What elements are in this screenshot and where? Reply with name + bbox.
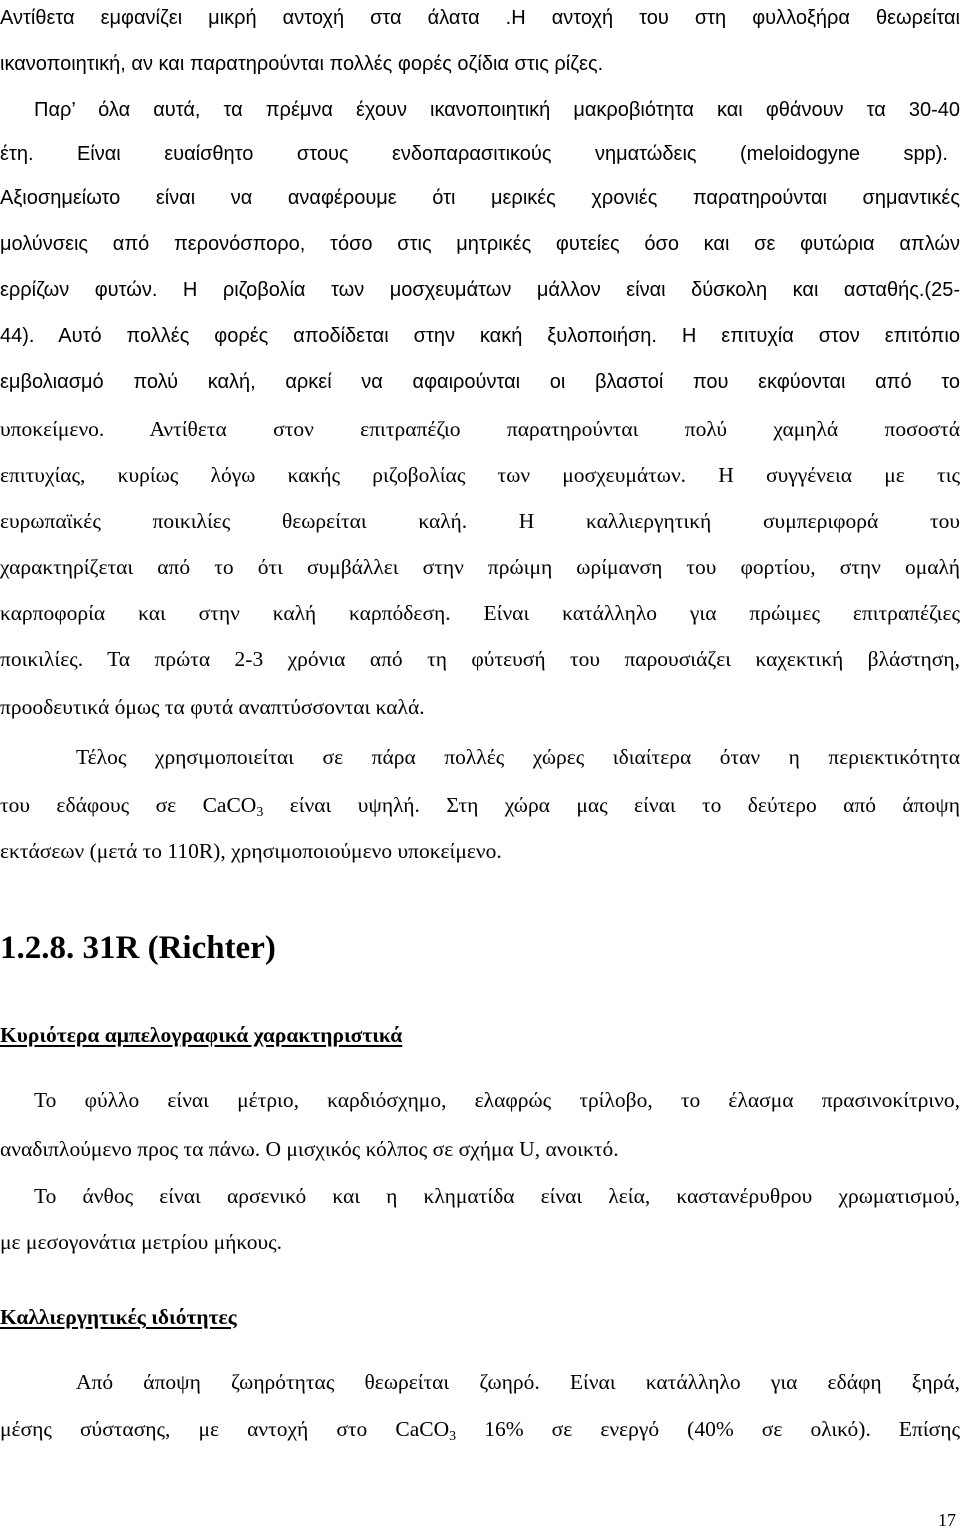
- text-line: Αξιοσημείωτο είναι να αναφέρουμε ότι μερικές χρονιές παρατηρούνται σημαντικές: [0, 187, 960, 209]
- text-line: Τέλος χρησιμοποιείται σε πάρα πολλές χώρες ιδιαίτερα όταν η περιεκτικότητα: [76, 745, 960, 769]
- subsection-heading: Καλλιεργητικές ιδιότητες: [0, 1305, 237, 1329]
- text-line: μολύνσεις από περονόσπορο, τόσο στις μητρικές φυτείες όσο και σε φυτώρια απλών: [0, 233, 960, 255]
- text-line: χαρακτηρίζεται από το ότι συμβάλλει στην πρώιμη ωρίμανση του φορτίου, στην ομαλή: [0, 555, 960, 579]
- text-line: Από άποψη ζωηρότητας θεωρείται ζωηρό. Είναι κατάλληλο για εδάφη ξηρά,: [76, 1370, 960, 1394]
- text-line: επιτυχίας, κυρίως λόγω κακής ριζοβολίας των μοσχευμάτων. Η συγγένεια με τις: [0, 463, 960, 487]
- text-line: υποκείμενο. Αντίθετα στον επιτραπέζιο παρατηρούνται πολύ χαμηλά ποσοστά: [0, 417, 960, 441]
- text-fragment: είναι υψηλή. Στη χώρα μας είναι το δεύτερο από άποψη: [263, 793, 960, 817]
- text-line: ερρίζων φυτών. Η ριζοβολία των μοσχευμάτων μάλλον είναι δύσκολη και ασταθής.(25-: [0, 279, 960, 301]
- text-line: [0, 1415, 960, 1443]
- text-line: εκτάσεων (μετά το 110R), χρησιμοποιούμενο υποκείμενο.: [0, 839, 502, 863]
- text-line: εμβολιασμό πολύ καλή, αρκεί να αφαιρούνται οι βλαστοί που εκφύονται από το: [0, 371, 960, 393]
- text-fragment: 16% σε ενεργό (40% σε ολικό). Επίσης: [456, 1417, 960, 1441]
- text-line: Παρ’ όλα αυτά, τα πρέμνα έχουν ικανοποιητική μακροβιότητα και φθάνουν τα 30-40: [34, 99, 960, 121]
- text-fragment: μέσης σύστασης, με αντοχή στο CaCO: [0, 1417, 450, 1441]
- text-fragment: του εδάφους σε CaCO: [0, 793, 257, 817]
- subscript: 3: [449, 1429, 457, 1444]
- text-line: [0, 791, 960, 819]
- text-line: καρποφορία και στην καλή καρπόδεση. Είναι κατάλληλο για πρώιμες επιτραπέζιες: [0, 601, 960, 625]
- page-number: 17: [938, 1510, 956, 1530]
- text-line: έτη. Είναι ευαίσθητο στους ενδοπαρασιτικούς νηματώδεις (meloidogyne spp).: [0, 143, 948, 165]
- text-line: ευρωπαϊκές ποικιλίες θεωρείται καλή. Η καλλιεργητική συμπεριφορά του: [0, 509, 960, 533]
- text-line: 44). Αυτό πολλές φορές αποδίδεται στην κακή ξυλοποιήση. Η επιτυχία στον επιτόπιο: [0, 325, 960, 347]
- text-line: ικανοποιητική, αν και παρατηρούνται πολλές φορές οζίδια στις ρίζες.: [0, 53, 604, 75]
- text-line: ποικιλίες. Τα πρώτα 2-3 χρόνια από τη φύτευσή του παρουσιάζει καχεκτική βλάστηση,: [0, 647, 960, 671]
- text-line: προοδευτικά όμως τα φυτά αναπτύσσονται καλά.: [0, 695, 425, 719]
- text-line: αναδιπλούμενο προς τα πάνω. Ο μισχικός κόλπος σε σχήμα U, ανοικτό.: [0, 1137, 619, 1161]
- subscript: 3: [256, 805, 264, 820]
- section-heading: 1.2.8. 31R (Richter): [0, 930, 276, 966]
- text-line: Το φύλλο είναι μέτριο, καρδιόσχημο, ελαφρώς τρίλοβο, το έλασμα πρασινοκίτρινο,: [34, 1088, 960, 1112]
- subsection-heading: Κυριότερα αμπελογραφικά χαρακτηριστικά: [0, 1023, 403, 1047]
- text-line: Αντίθετα εμφανίζει μικρή αντοχή στα άλατα .Η αντοχή του στη φυλλοξήρα θεωρείται: [0, 7, 960, 29]
- text-line: με μεσογονάτια μετρίου μήκους.: [0, 1230, 283, 1254]
- text-line: Το άνθος είναι αρσενικό και η κληματίδα είναι λεία, καστανέρυθρου χρωματισμού,: [34, 1184, 960, 1208]
